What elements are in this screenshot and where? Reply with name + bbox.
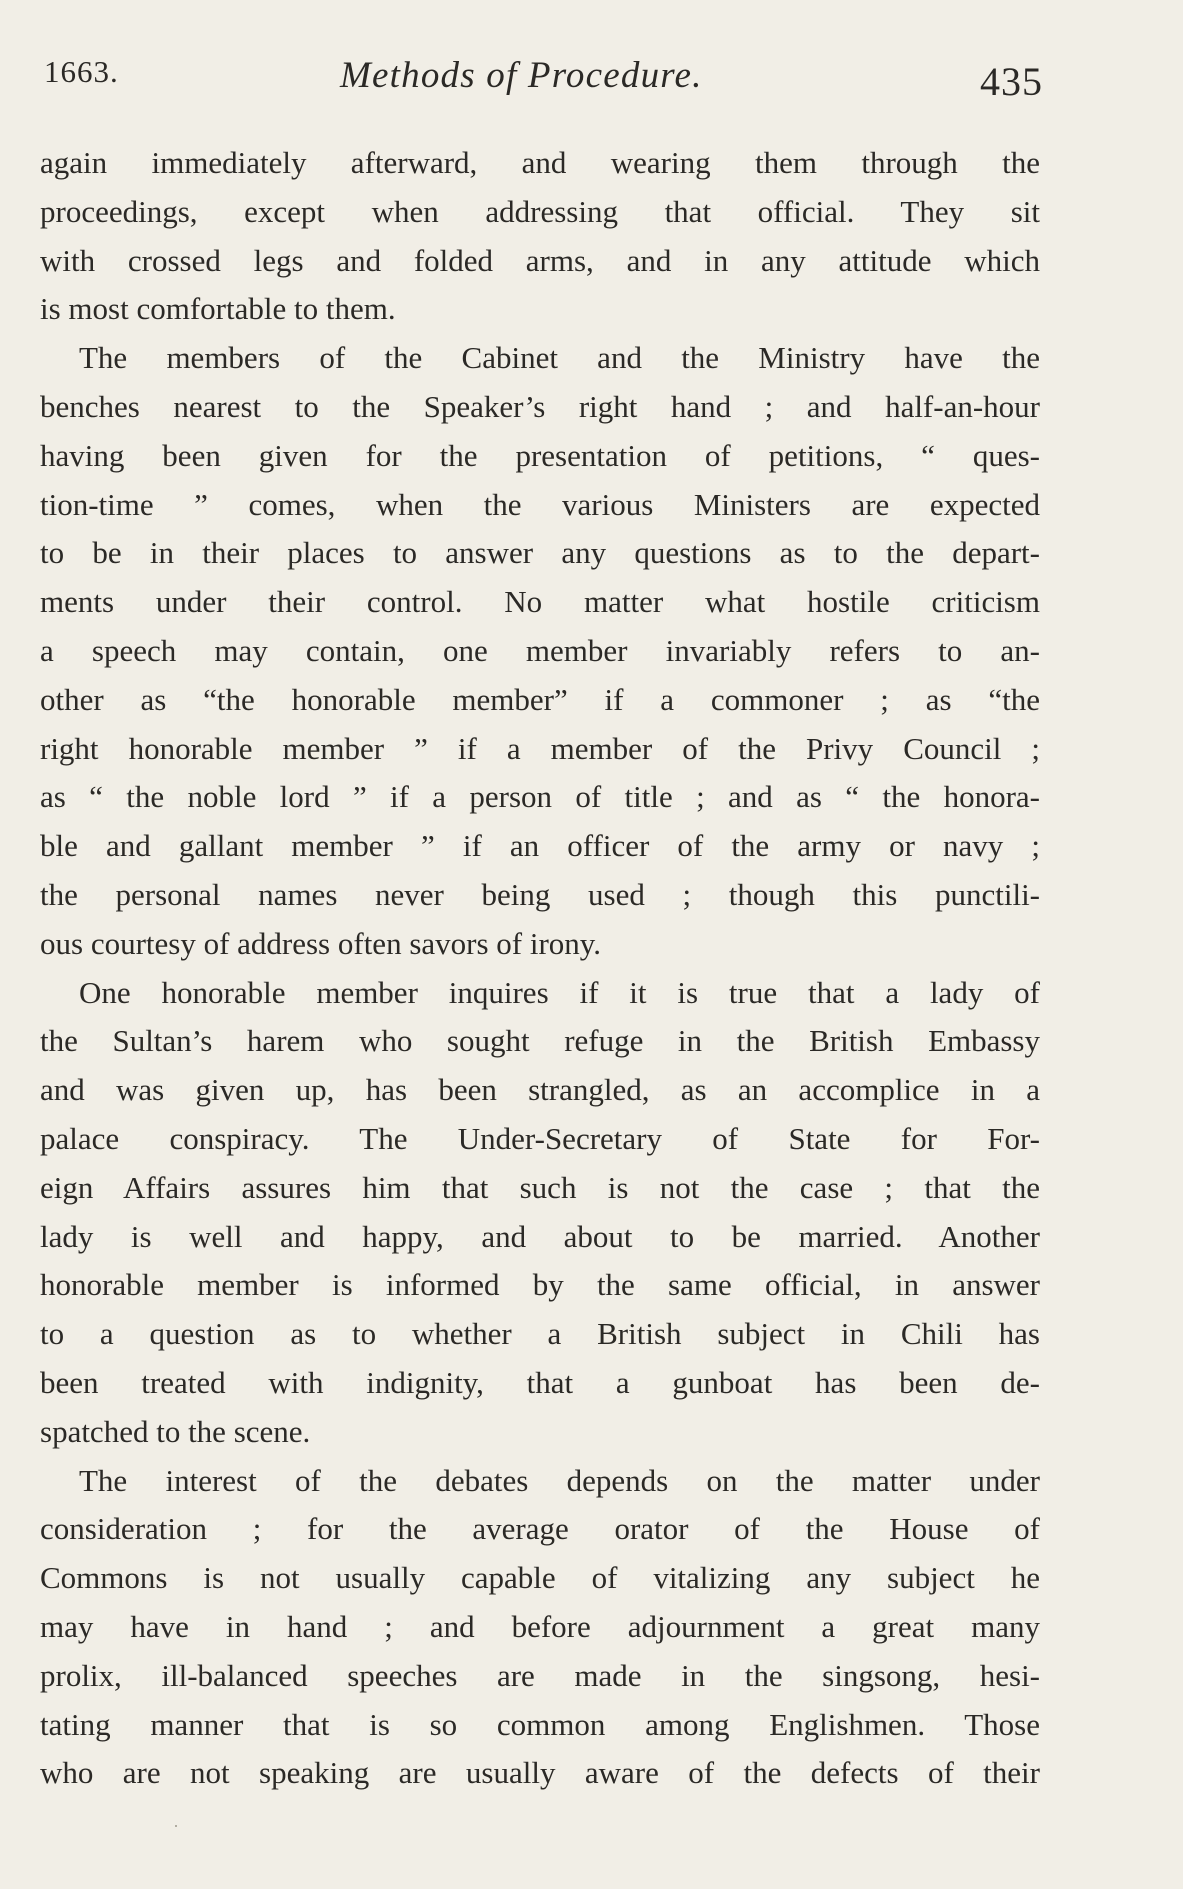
text-line: as “ the noble lord ” if a person of title ; and as “ the honora- bbox=[40, 779, 1040, 815]
text-line: who are not speaking are usually aware of the defects of their bbox=[40, 1755, 1040, 1791]
text-line: The interest of the debates depends on the matter under bbox=[79, 1462, 1040, 1498]
text-line: other as “the honorable member” if a commoner ; as “the bbox=[40, 681, 1040, 717]
text-line: again immediately afterward, and wearing them through the bbox=[40, 145, 1040, 180]
text-line: the personal names never being used ; though this punctili- bbox=[40, 876, 1040, 912]
text-line: honorable member is informed by the same official, in answer bbox=[40, 1267, 1040, 1303]
running-title: Methods of Procedure. bbox=[340, 55, 703, 96]
text-line: prolix, ill-balanced speeches are made in the singsong, hesi- bbox=[40, 1657, 1040, 1693]
text-line: with crossed legs and folded arms, and in any attitude which bbox=[40, 242, 1040, 278]
text-line: One honorable member inquires if it is true that a lady of bbox=[79, 974, 1040, 1010]
text-line: ments under their control. No matter what hostile criticism bbox=[40, 584, 1040, 620]
text-line: The members of the Cabinet and the Ministry have the bbox=[79, 340, 1040, 376]
text-line: and was given up, has been strangled, as an accomplice in a bbox=[40, 1072, 1040, 1108]
year-marker: 1663. bbox=[44, 54, 119, 89]
text-line: proceedings, except when addressing that official. They sit bbox=[40, 193, 1040, 229]
text-line: ble and gallant member ” if an officer of the army or navy ; bbox=[40, 828, 1040, 864]
paper-speck bbox=[175, 1825, 177, 1827]
text-line: right honorable member ” if a member of the Privy Council ; bbox=[40, 730, 1040, 766]
text-line: having been given for the presentation of petitions, “ ques- bbox=[40, 437, 1040, 473]
running-head bbox=[40, 50, 1050, 110]
text-line: to be in their places to answer any questions as to the depart- bbox=[40, 535, 1040, 571]
text-line: a speech may contain, one member invariably refers to an- bbox=[40, 632, 1040, 668]
text-line: benches nearest to the Speaker’s right hand ; and half-an-hour bbox=[40, 388, 1040, 424]
page-number: 435 bbox=[980, 59, 1043, 104]
text-line: been treated with indignity, that a gunboat has been de- bbox=[40, 1364, 1040, 1400]
text-line: spatched to the scene. bbox=[40, 1413, 311, 1449]
text-line: lady is well and happy, and about to be married. Another bbox=[40, 1218, 1040, 1254]
text-line: Commons is not usually capable of vitalizing any subject he bbox=[40, 1560, 1040, 1596]
body-text bbox=[40, 139, 1040, 1798]
text-line: the Sultan’s harem who sought refuge in the British Embassy bbox=[40, 1023, 1040, 1059]
text-line: eign Affairs assures him that such is not the case ; that the bbox=[40, 1169, 1040, 1205]
text-line: ous courtesy of address often savors of irony. bbox=[40, 925, 602, 961]
text-line: may have in hand ; and before adjournment a great many bbox=[40, 1608, 1040, 1644]
text-line: is most comfortable to them. bbox=[40, 291, 396, 327]
text-line: to a question as to whether a British subject in Chili has bbox=[40, 1316, 1040, 1352]
text-line: tion-time ” comes, when the various Ministers are expected bbox=[40, 486, 1040, 522]
text-line: palace conspiracy. The Under-Secretary of State for For- bbox=[40, 1120, 1040, 1156]
text-line: consideration ; for the average orator of the House of bbox=[40, 1511, 1040, 1547]
text-line: tating manner that is so common among Englishmen. Those bbox=[40, 1706, 1040, 1742]
